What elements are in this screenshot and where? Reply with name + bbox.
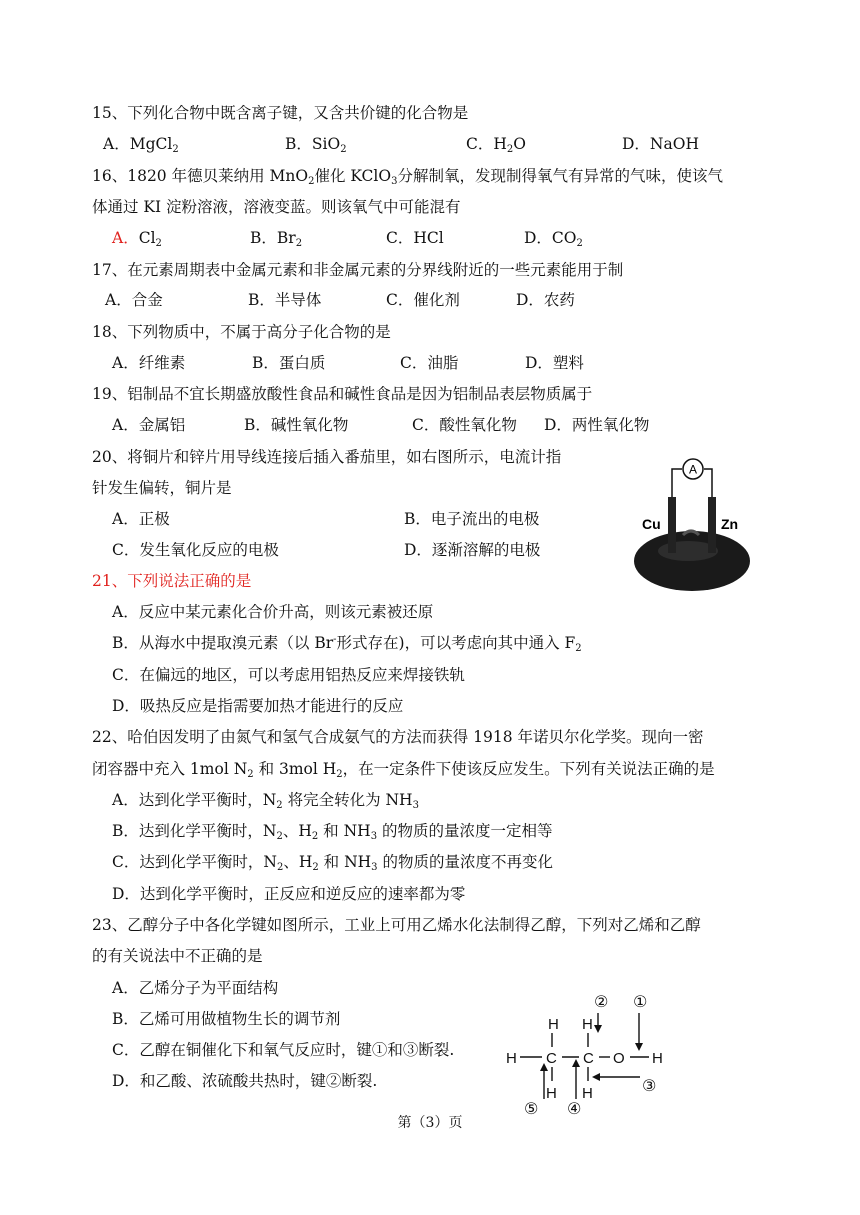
q17-option-d: D．农药 <box>516 291 575 309</box>
q15-option-c: C．$H_2O$ <box>466 135 526 155</box>
bond-label-1: ① <box>633 994 648 1011</box>
q16-option-a: A．$Cl_2$ <box>112 229 162 249</box>
q19-option-d: D．两性氧化物 <box>544 416 650 434</box>
q16-stem-line2: 体通过 KI 淀粉溶液，溶液变蓝。则该氧气中可能混有 <box>92 198 461 216</box>
q19-stem: 19、铝制品不宜长期盛放酸性食品和碱性食品是因为铝制品表层物质属于 <box>92 385 593 403</box>
q15-stem: 15、下列化合物中既含离子键，又含共价键的化合物是 <box>92 104 469 122</box>
q23-option-b: B．乙烯可用做植物生长的调节剂 <box>112 1010 341 1028</box>
q20-stem-line2: 针发生偏转，铜片是 <box>92 479 232 497</box>
q21-option-d: D．吸热反应是指需要加热才能进行的反应 <box>112 697 404 715</box>
q17-option-b: B．半导体 <box>248 291 322 309</box>
q22-stem-line2: 闭容器中充入 1mol $N_2$ 和 3mol $H_2$，在一定条件下使该反应发生。下列有关说法正确的是 <box>92 760 715 780</box>
q19-option-b: B．碱性氧化物 <box>244 416 349 434</box>
bond-label-3: ③ <box>642 1078 657 1095</box>
cu-label: Cu <box>642 516 661 532</box>
zn-label: Zn <box>721 516 739 532</box>
page-footer: 第（3）页 <box>397 1115 463 1131</box>
q23-stem-line1: 23、乙醇分子中各化学键如图所示，工业上可用乙烯水化法制得乙醇，下列对乙烯和乙醇 <box>92 916 701 934</box>
q18-option-c: C．油脂 <box>400 354 459 372</box>
q18-stem: 18、下列物质中，不属于高分子化合物的是 <box>92 323 391 341</box>
atom-h-left: H <box>506 1050 517 1067</box>
q22-option-b: B．达到化学平衡时，$N_2$、$H_2$ 和 $NH_3$ 的物质的量浓度一定相等 <box>112 822 553 842</box>
q20-option-c: C．发生氧化反应的电极 <box>112 541 279 559</box>
q22-option-d: D．达到化学平衡时，正反应和逆反应的速率都为零 <box>112 885 466 903</box>
q16-option-b: B．$Br_2$ <box>250 229 303 249</box>
q23-option-d: D．和乙酸、浓硫酸共热时，键②断裂. <box>112 1072 378 1090</box>
ammeter-label: A <box>688 462 698 477</box>
q15-option-a: A．MgCl$_2$ <box>103 135 179 155</box>
atom-o: O <box>613 1050 625 1067</box>
q20-stem-line1: 20、将铜片和锌片用导线连接后插入番茄里，如右图所示，电流计指 <box>92 448 562 466</box>
q18-option-a: A．纤维素 <box>112 354 186 372</box>
ethanol-bond-diagram <box>500 985 680 1120</box>
wire-left <box>672 469 682 497</box>
bond-label-4: ④ <box>567 1101 582 1118</box>
q16-stem-line1: 16、1820 年德贝莱纳用 MnO$_2$催化 KClO$_3$分解制氧，发现制得氧气有异常的气味，使该气 <box>92 167 723 187</box>
q19-option-a: A．金属铝 <box>112 416 186 434</box>
q23-option-a: A．乙烯分子为平面结构 <box>112 979 279 997</box>
q23-stem-line2: 的有关说法中不正确的是 <box>92 947 263 965</box>
atom-h-bottom-right: H <box>582 1085 593 1102</box>
q15-option-b: B．SiO$_2$ <box>285 135 347 155</box>
q22-option-c: C．达到化学平衡时，$N_2$、$H_2$ 和 $NH_3$ 的物质的量浓度不再变化 <box>112 853 553 873</box>
atom-h-top-left: H <box>548 1016 559 1033</box>
cu-electrode <box>668 497 676 553</box>
bond-label-5: ⑤ <box>524 1101 539 1118</box>
atom-c-2: C <box>583 1050 594 1067</box>
q17-stem: 17、在元素周期表中金属元素和非金属元素的分界线附近的一些元素能用于制 <box>92 261 624 279</box>
q18-option-b: B．蛋白质 <box>252 354 326 372</box>
q18-option-d: D．塑料 <box>525 354 584 372</box>
tomato <box>634 531 750 591</box>
q16-option-c: C．HCl <box>386 229 444 247</box>
q20-option-b: B．电子流出的电极 <box>404 510 540 528</box>
tomato-battery-figure <box>628 455 758 595</box>
q22-stem-line1: 22、哈伯因发明了由氮气和氢气合成氨气的方法而获得 1918 年诺贝尔化学奖。现向一密 <box>92 728 704 746</box>
atom-h-bottom-left: H <box>546 1085 557 1102</box>
q16-option-d: D．$CO_2$ <box>524 229 583 249</box>
q20-option-d: D．逐渐溶解的电极 <box>404 541 541 559</box>
q15-option-d: D．NaOH <box>622 135 699 153</box>
atom-h-top-right: H <box>582 1016 593 1033</box>
q19-option-c: C．酸性氧化物 <box>412 416 517 434</box>
bond-label-2: ② <box>594 994 609 1011</box>
q17-option-a: A．合金 <box>105 291 163 309</box>
zn-electrode <box>708 497 716 553</box>
atom-c-1: C <box>546 1050 557 1067</box>
q20-option-a: A．正极 <box>112 510 170 528</box>
q17-option-c: C．催化剂 <box>386 291 460 309</box>
q21-option-b: B．从海水中提取溴元素（以 Br-形式存在)，可以考虑向其中通入 $F_2$ <box>112 634 582 654</box>
q21-option-a: A．反应中某元素化合价升高，则该元素被还原 <box>112 603 434 621</box>
wire-right <box>704 469 712 497</box>
q22-option-a: A．达到化学平衡时，$N_2$ 将完全转化为 $NH_3$ <box>112 791 419 811</box>
atom-h-right: H <box>652 1050 663 1067</box>
q21-option-c: C．在偏远的地区，可以考虑用铝热反应来焊接铁轨 <box>112 666 465 684</box>
q21-stem: 21、下列说法正确的是 <box>92 572 252 590</box>
q23-option-c: C．乙醇在铜催化下和氧气反应时，键①和③断裂. <box>112 1041 455 1059</box>
